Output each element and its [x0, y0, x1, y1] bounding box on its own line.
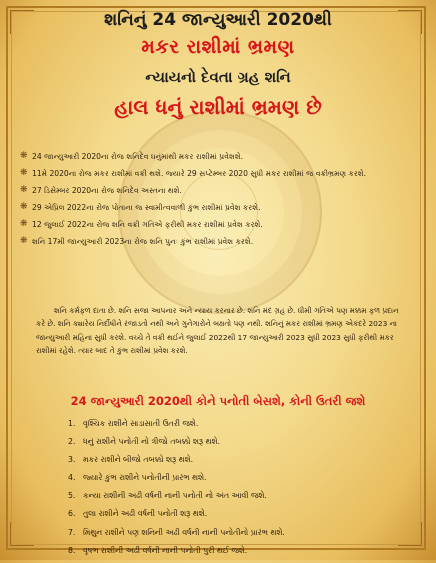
- bullet-item: ❋ શનિ 17મી જાન્યુઆરી 2023ના રોજ શનિ પુનઃ કુંભ રાશીમાં પ્રવેશ કરશે.: [20, 236, 254, 246]
- section-heading: 24 જાન્યુઆરી 2020થી કોને પનોતી બેસશે, કોની ઉતરી જશે: [70, 394, 366, 408]
- bullet-dot-icon: ❋: [20, 168, 28, 178]
- bullet-dot-icon: ❋: [20, 219, 28, 229]
- list-item: 6. તુલા રાશીને અઢી વર્ષની પનોતી શરૂ થશે.: [68, 509, 208, 519]
- subtitle-line-1: ન્યાયનો દેવતા ગ્રહ શનિ: [145, 68, 291, 86]
- list-item: 4. જ્યારે કુંભ રાશીને પનોતીની પ્રારંભ થશે.: [68, 473, 207, 483]
- bullet-dot-icon: ❋: [20, 185, 28, 195]
- corner-ornament: [10, 522, 34, 546]
- title-line-2: મકર રાશીમાં ભ્રમણ: [141, 36, 295, 58]
- title-line-1: શનિનું 24 જાન્યુઆરી 2020થી: [104, 10, 332, 30]
- panoti-list: [68, 418, 408, 563]
- list-item: 2. ધનું રાશીને પનોતી નો ત્રીજો તબક્કો શરૂ થશે.: [68, 437, 221, 447]
- list-item: 5. કન્યા રાશીની અઢી વર્ષની નાની પનોતી નો અંત આવી જશે.: [68, 491, 267, 501]
- bullet-item: ❋ 29 એપ્રિલ 2022ના રોજ પોતાના જ સ્વામીત્વવાળી કુંભ રાશીમાં પ્રવેશ કરશે.: [20, 202, 261, 212]
- list-item: 7. મિથુન રાશીને પણ શનિની અઢી વર્ષની નાની પનોતીનો પ્રારંભ થશે.: [68, 527, 285, 537]
- transit-bullet-list: [18, 150, 422, 252]
- bullet-dot-icon: ❋: [20, 151, 28, 161]
- bullet-dot-icon: ❋: [20, 236, 28, 246]
- bullet-dot-icon: ❋: [20, 202, 28, 212]
- subtitle-line-2: હાલ ધનું રાશીમાં ભ્રમણ છે: [114, 95, 322, 119]
- bullet-item: ❋ 11મે 2020ના રોજ મકર રાશીમાં વક્રી થશે. જ્યારે 29 સપ્ટેમ્બર 2020 સુધી મકર રાશીમાં જ વક્રીભ્રમણ કરશે.: [20, 168, 367, 178]
- description-paragraph: શનિ કર્મફળ દાતા છે. શનિ સજા આપનાર અને ન્યાય કરનાર છે. શનિ મંદ ગ્રહ છે. ધીમી ગતિએ પણ મક્કમ ફળ પ્રદાન કરે છે. શનિ ક્યારેય નિર્દોષીને રંજાડતો નથી અને ગુનેગારોને બક્ષતો પણ નથી. શનિનું મકર રાશીમાં ભ્રમણ એકંદરે 2023 ના જાન્યુઆરી મહિના સુધી કરશે. વચ્ચે તે વક્રી થઈને જુલાઈ 2022થી 17 જાન્યુઆરી 2023 સુધી 2023 સુધી ફરીથી મકર રાશીમાં રહેશે. ત્યાર બાદ તે કુંભ રાશીમાં પ્રવેશ કરશે.: [36, 306, 399, 356]
- bullet-item: ❋ 12 જુલાઈ 2022ના રોજ શનિ વક્રી ગતિએ ફરીથી મકર રાશીમાં પ્રવેશ કરશે.: [20, 219, 263, 229]
- list-item: 3. મકર રાશીને બીજો તબક્કો શરૂ થશે.: [68, 455, 194, 465]
- bullet-item: ❋ 24 જાન્યુઆરી 2020ના રોજ શનિદેવ ધનુંમાંથી મકર રાશીમાં પ્રવેશશે.: [20, 151, 244, 161]
- bullet-item: ❋ 27 ડિસેમ્બર 2020ના રોજ શનિદેવ અસ્તના થશે.: [20, 185, 182, 195]
- list-item: 1. વૃશ્ચિક રાશીને સાડાસાતી ઉતરી જશે.: [68, 419, 199, 428]
- list-item: 8. વૃષભ રાશીની અઢી વર્ષની નાની પનોતી પુરી થઈ જશે.: [68, 545, 248, 555]
